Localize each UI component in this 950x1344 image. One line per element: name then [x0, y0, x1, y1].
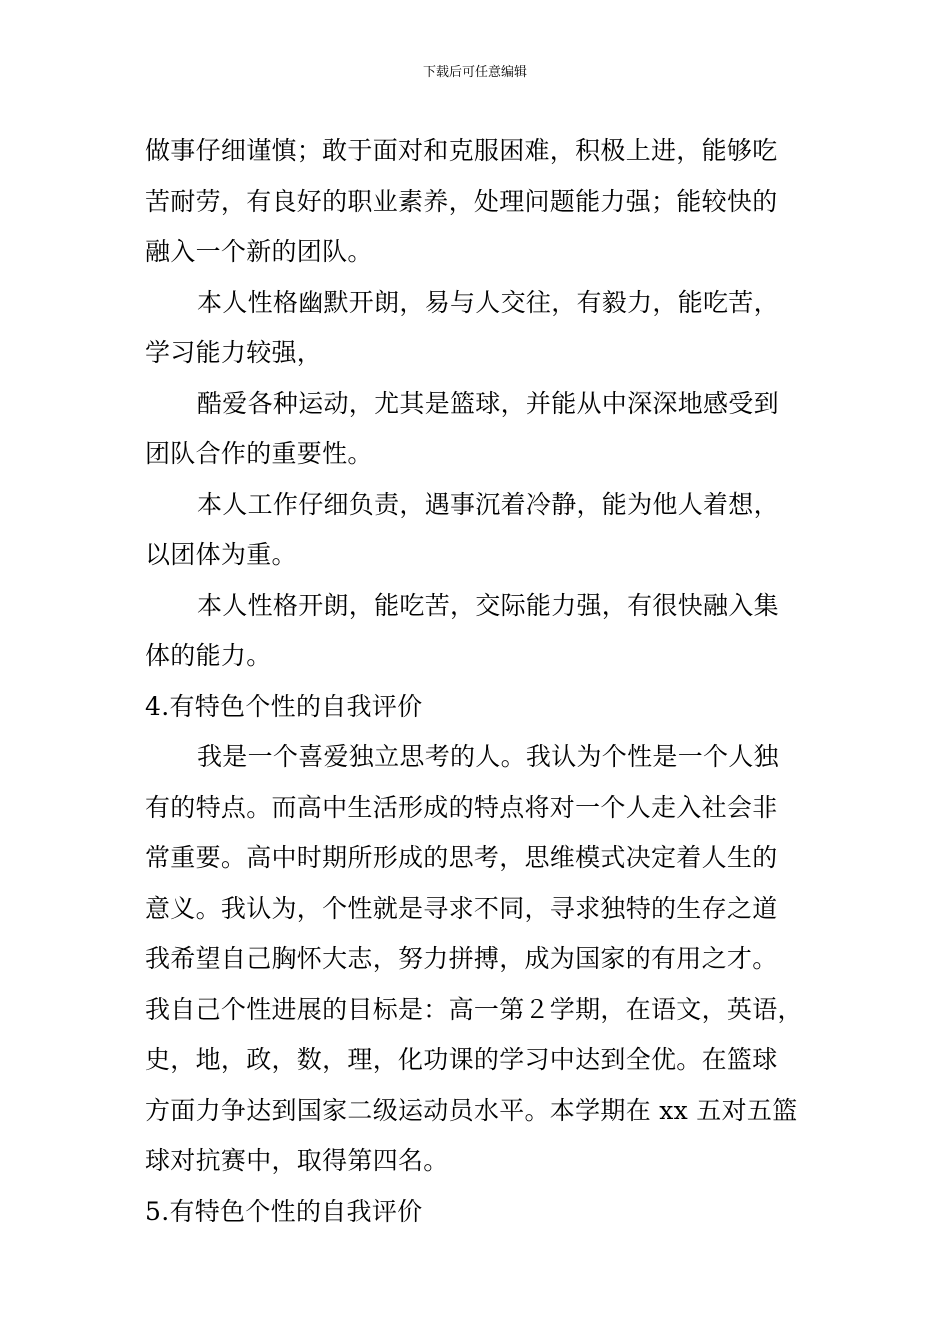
text-line: 本人性格开朗，能吃苦，交际能力强，有很快融入集 [197, 590, 779, 620]
text-line: 5.有特色个性的自我评价 [145, 1196, 423, 1226]
text-line: 苦耐劳，有良好的职业素养，处理问题能力强；能较快的 [145, 186, 778, 216]
text-line: 方面力争达到国家二级运动员水平。本学期在 xx 五对五篮 [145, 1095, 798, 1125]
text-line: 做事仔细谨慎；敢于面对和克服困难，积极上进，能够吃 [145, 136, 778, 165]
text-line: 以团体为重。 [145, 540, 297, 569]
text-line: 有的特点。而高中生活形成的特点将对一个人走入社会非 [145, 792, 778, 822]
text-line: 酷爱各种运动，尤其是篮球，并能从中深深地感受到 [197, 388, 779, 418]
text-line: 史，地，政，数，理，化功课的学习中达到全优。在篮球 [145, 1045, 778, 1074]
text-line: 体的能力。 [145, 641, 272, 670]
text-line: 团队合作的重要性。 [145, 439, 373, 468]
text-line: 意义。我认为，个性就是寻求不同，寻求独特的生存之道 [145, 893, 778, 923]
page-header: 下载后可任意编辑 [422, 65, 527, 80]
text-line: 学习能力较强， [145, 338, 323, 367]
text-line: 球对抗赛中，取得第四名。 [145, 1146, 449, 1175]
text-line: 4.有特色个性的自我评价 [145, 691, 423, 721]
text-line: 融入一个新的团队。 [145, 237, 373, 266]
document-body [145, 126, 807, 1237]
text-line: 我希望自己胸怀大志，努力拼搏，成为国家的有用之才。 [145, 944, 778, 973]
text-line: 本人工作仔细负责，遇事沉着冷静，能为他人着想， [197, 489, 779, 519]
text-line: 我自己个性进展的目标是：高一第２学期，在语文，英语， [145, 994, 803, 1024]
text-line: 常重要。高中时期所形成的思考，思维模式决定着人生的 [145, 843, 778, 872]
text-line: 本人性格幽默开朗，易与人交往，有毅力，能吃苦， [197, 287, 779, 317]
text-line: 我是一个喜爱独立思考的人。我认为个性是一个人独 [197, 742, 779, 771]
